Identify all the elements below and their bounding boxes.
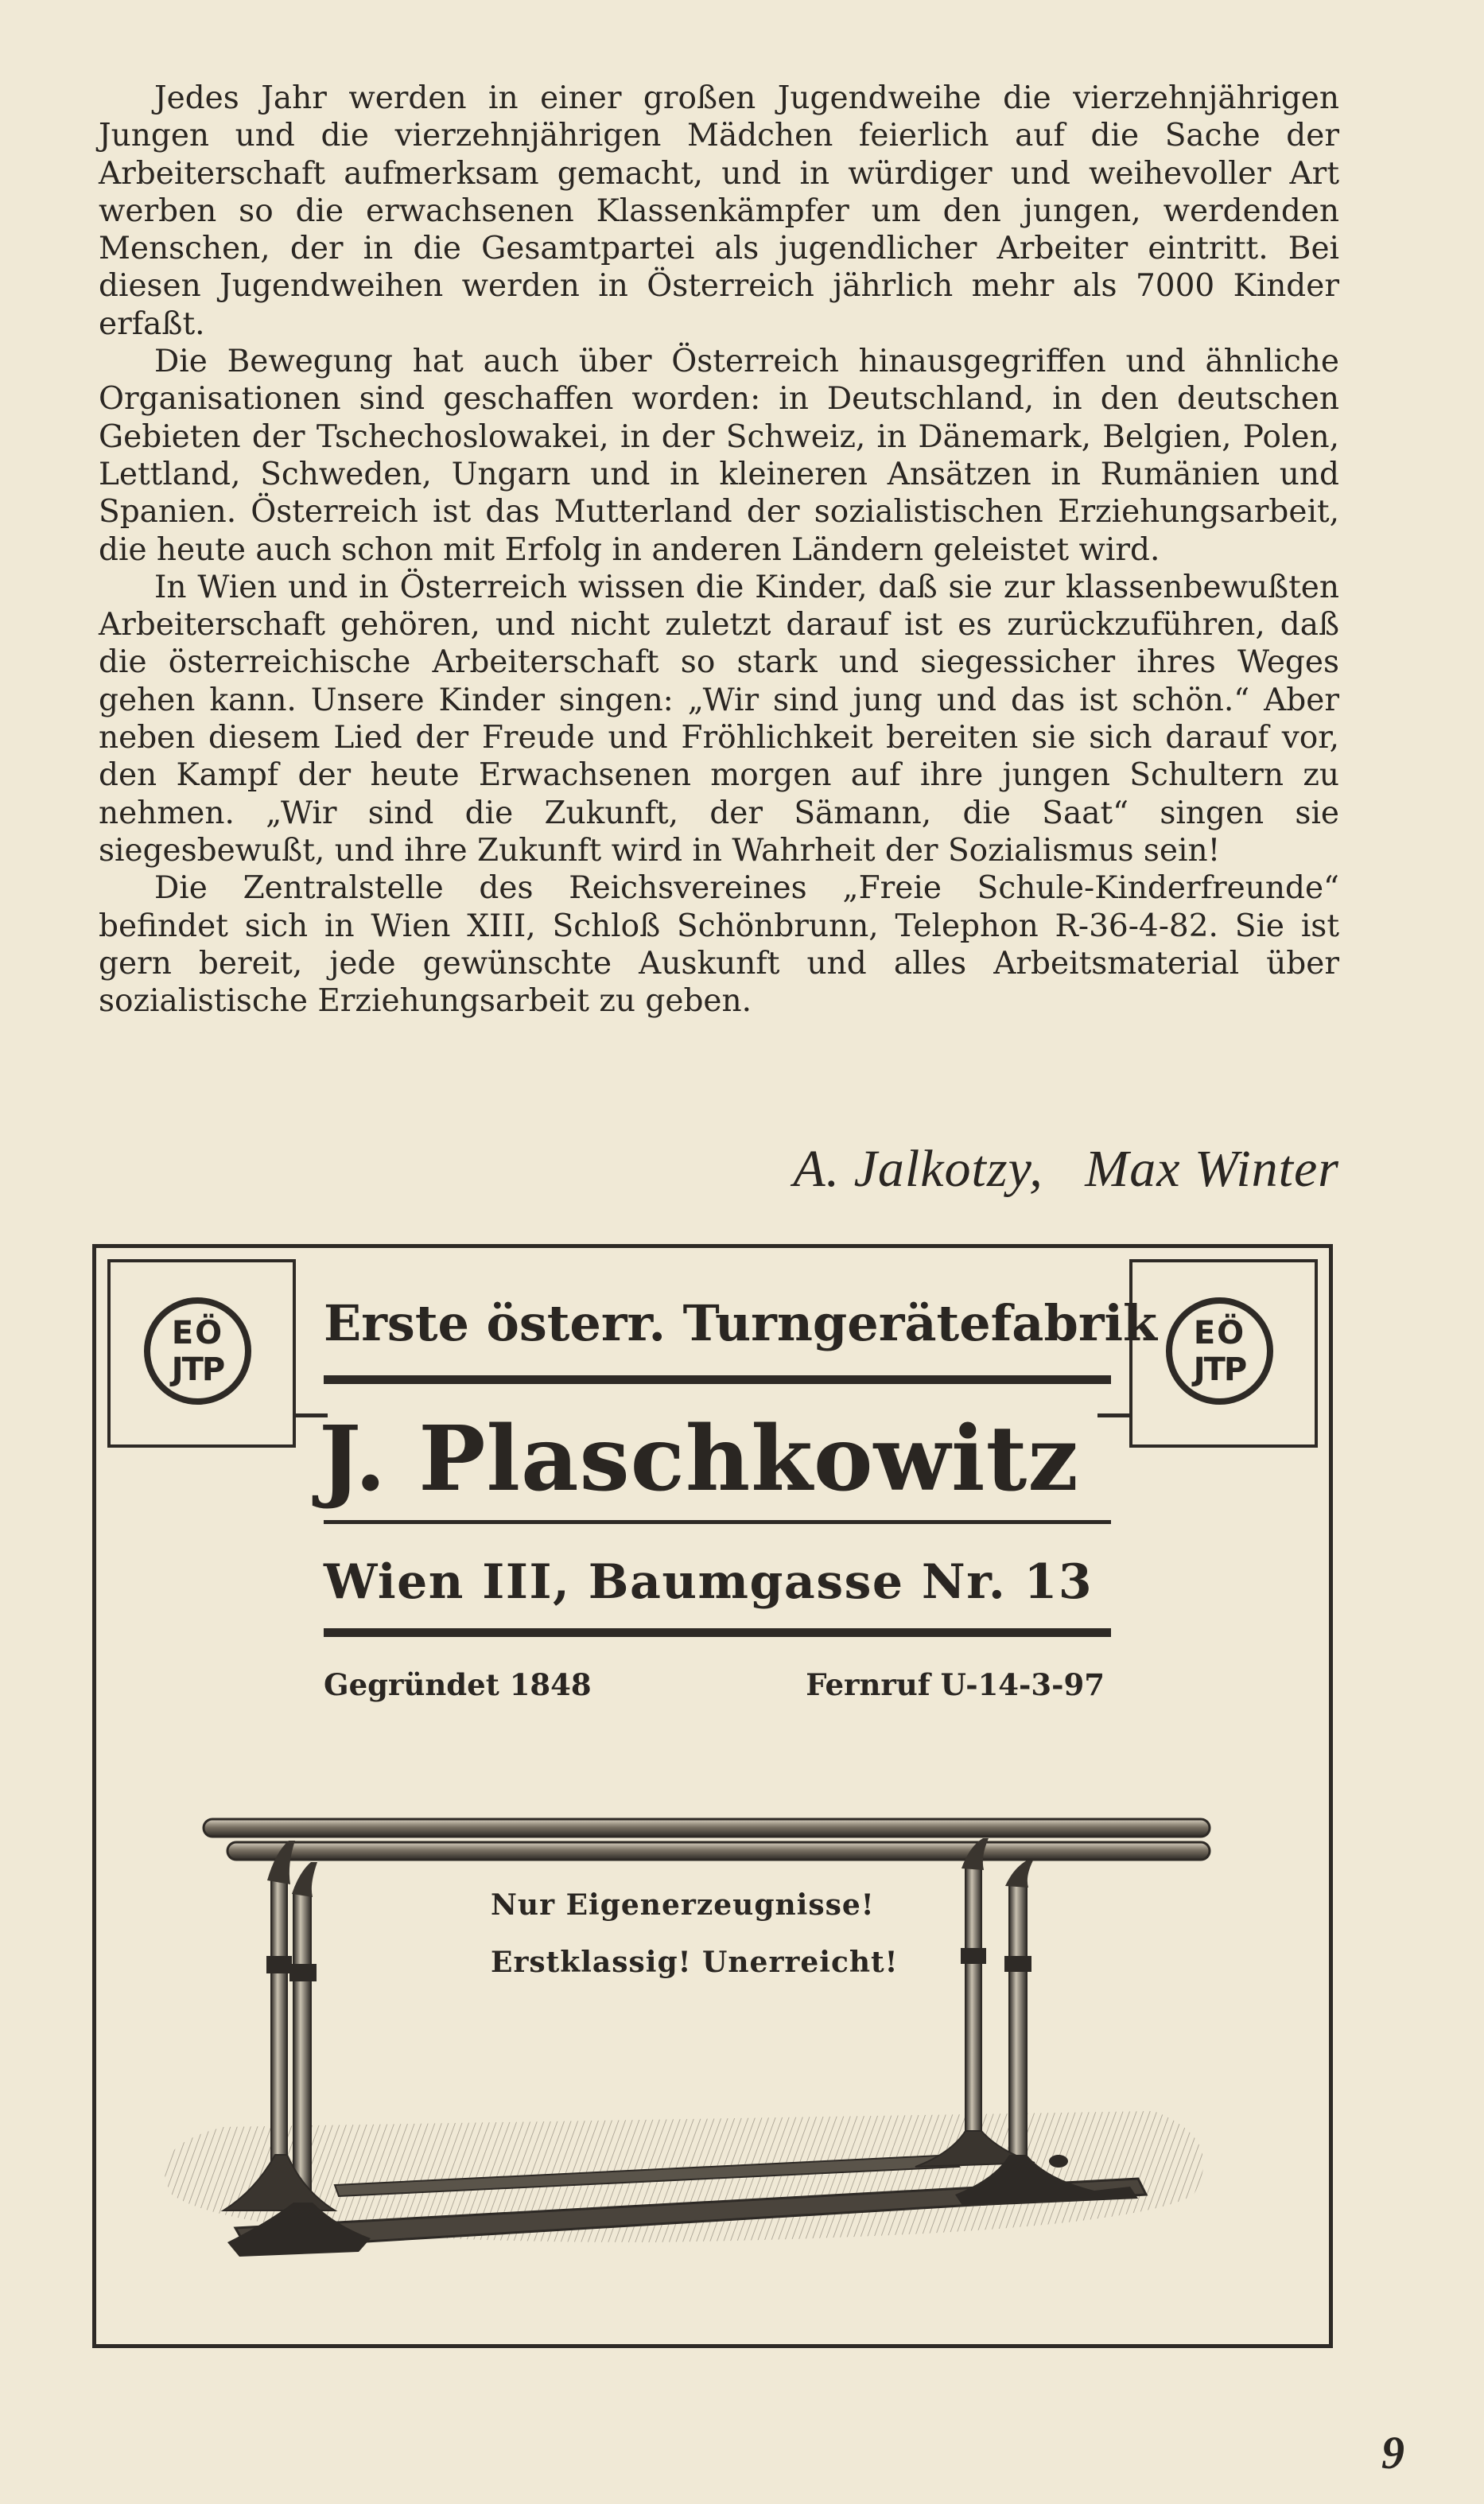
parallel-bars-illustration	[96, 1248, 1329, 2344]
slogan	[491, 1876, 898, 1991]
company-description: Erste österr. Turngerätefabrik	[324, 1294, 1158, 1352]
slogan-line: Erstklassig! Unerreicht!	[491, 1946, 899, 1979]
paragraph: In Wien und in Österreich wissen die Kinder, daß sie zur klassenbewußten Arbeiterschaft gehören, und nicht zuletzt darauf ist es zurückzuführen, daß die österreichische Arbeiterschaft so stark und siegessicher ihres Weges gehen kann. Unsere Kinder singen: „Wir sind jung und das ist schön.“ Aber neben diesem Lied der Freude und Fröhlichkeit bereiten sie sich darauf vor, den Kampf der heute Erwachsenen morgen auf ihre jungen Schultern zu nehmen. „Wir sind die Zukunft, der Sämann, die Saat“ singen sie siegesbewußt, und ihre Zukunft wird in Wahrheit der Sozialismus sein!	[99, 569, 1339, 869]
company-name: J. Plaschkowitz	[319, 1407, 1079, 1511]
paragraph: Jedes Jahr werden in einer großen Jugendweihe die vierzehnjährigen Jungen und die vierzehnjährigen Mädchen feierlich auf die Sache der Arbeiterschaft aufmerksam gemacht, und in würdiger und weihevoller Art werben so die erwachsenen Klassenkämpfer um den jungen, werdenden Menschen, der in die Gesamtpartei als jugendlicher Arbeiter eintritt. Bei diesen Jugendweihen werden in Österreich jährlich mehr als 7000 Kinder erfaßt.	[99, 80, 1339, 342]
company-logo-icon: EÖ JTP	[144, 1297, 251, 1405]
author-signature: A. Jalkotzy, Max Winter	[793, 1140, 1339, 1198]
advertisement	[92, 1244, 1333, 2348]
founded-year: Gegründet 1848	[324, 1667, 592, 1702]
slogan-line: Nur Eigenerzeugnisse!	[491, 1888, 875, 1922]
company-address: Wien III, Baumgasse Nr. 13	[324, 1554, 1094, 1610]
article-text	[99, 80, 1339, 1020]
phone-number: Fernruf U-14-3-97	[806, 1667, 1105, 1702]
paragraph: Die Zentralstelle des Reichsvereines „Freie Schule-Kinderfreunde“ befindet sich in Wien XIII, Schloß Schönbrunn, Telephon R-36-4-82. Sie ist gern bereit, jede gewünschte Auskunft und alles Arbeitsmaterial über sozialistische Erziehungsarbeit zu geben.	[99, 870, 1339, 1020]
page-number: 9	[1381, 2427, 1404, 2479]
company-logo-icon: EÖ JTP	[1166, 1297, 1273, 1405]
paragraph: Die Bewegung hat auch über Österreich hinausgegriffen und ähnliche Organisationen sind geschaffen worden: in Deutschland, in den deutschen Gebieten der Tschechoslowakei, in der Schweiz, in Dänemark, Belgien, Polen, Lettland, Schweden, Ungarn und in kleineren Ansätzen in Rumänien und Spanien. Österreich ist das Mutterland der sozialistischen Erziehungsarbeit, die heute auch schon mit Erfolg in anderen Ländern geleistet wird.	[99, 344, 1339, 568]
